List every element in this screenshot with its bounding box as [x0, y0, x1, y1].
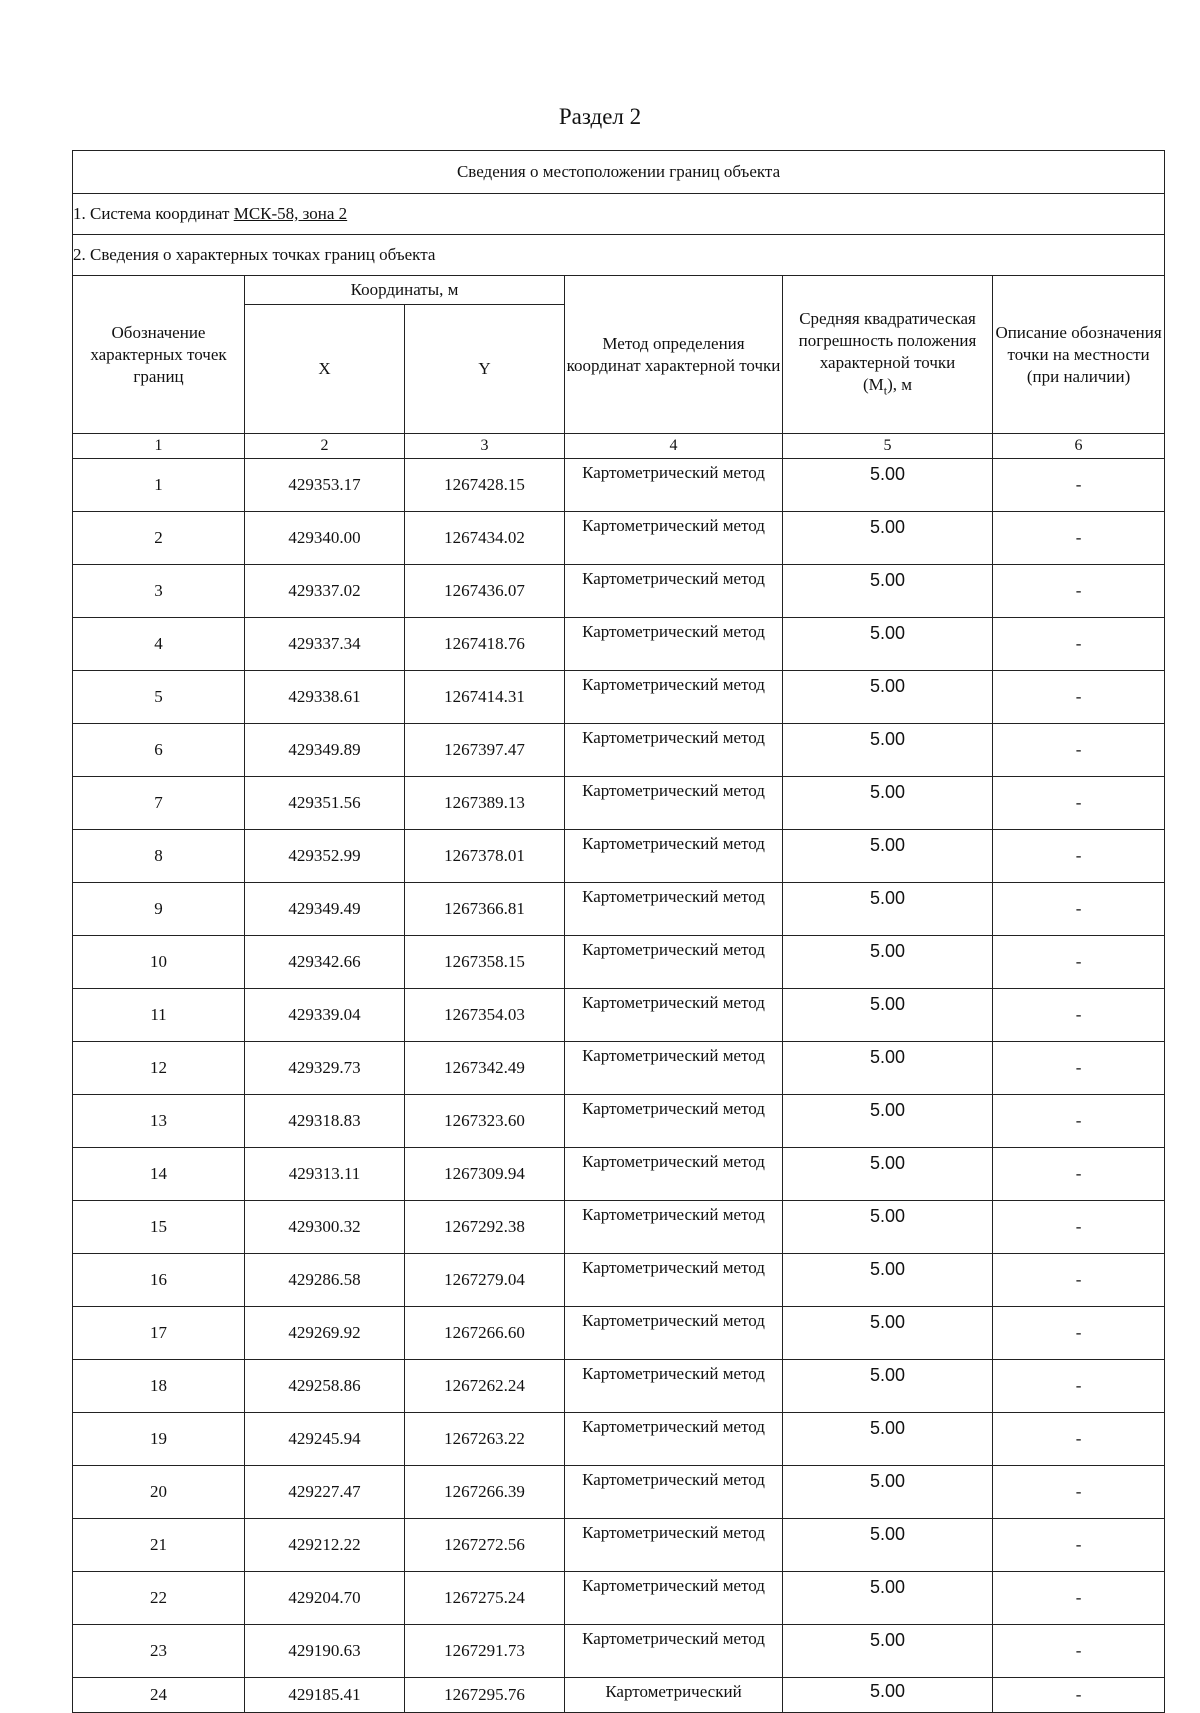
error-value: 5.00 — [783, 1625, 993, 1678]
coord-x: 429337.34 — [245, 618, 405, 671]
method-cell: Картометрический метод — [565, 671, 783, 724]
coord-y: 1267279.04 — [405, 1254, 565, 1307]
description-cell: - — [993, 777, 1165, 830]
coord-x: 429353.17 — [245, 459, 405, 512]
coord-y: 1267389.13 — [405, 777, 565, 830]
point-number: 23 — [73, 1625, 245, 1678]
section-title: Сведения о местоположении границ объекта — [73, 151, 1165, 194]
error-value: 5.00 — [783, 618, 993, 671]
coord-y: 1267272.56 — [405, 1519, 565, 1572]
coord-y: 1267428.15 — [405, 459, 565, 512]
method-cell: Картометрический метод — [565, 936, 783, 989]
error-value: 5.00 — [783, 777, 993, 830]
error-value: 5.00 — [783, 1360, 993, 1413]
table-row — [73, 565, 1165, 618]
error-value: 5.00 — [783, 989, 993, 1042]
error-value: 5.00 — [783, 565, 993, 618]
page-title: Раздел 2 — [558, 104, 642, 129]
table-row — [73, 1625, 1165, 1678]
method-cell: Картометрический метод — [565, 1519, 783, 1572]
column-number: 5 — [783, 434, 993, 459]
method-cell: Картометрический метод — [565, 1201, 783, 1254]
method-cell: Картометрический метод — [565, 883, 783, 936]
error-value: 5.00 — [783, 459, 993, 512]
description-cell: - — [993, 1095, 1165, 1148]
description-cell: - — [993, 1678, 1165, 1713]
coord-x: 429342.66 — [245, 936, 405, 989]
error-value: 5.00 — [783, 1201, 993, 1254]
description-cell: - — [993, 671, 1165, 724]
method-cell: Картометрический метод — [565, 512, 783, 565]
description-cell: - — [993, 1413, 1165, 1466]
error-value: 5.00 — [783, 1095, 993, 1148]
boundary-points-table — [72, 150, 1165, 1713]
error-value: 5.00 — [783, 1678, 993, 1713]
error-value: 5.00 — [783, 1148, 993, 1201]
points-heading: 2. Сведения о характерных точках границ объекта — [73, 235, 1165, 276]
header-error-open: (M — [862, 374, 884, 394]
coord-y: 1267366.81 — [405, 883, 565, 936]
coord-y: 1267342.49 — [405, 1042, 565, 1095]
description-cell: - — [993, 883, 1165, 936]
point-number: 18 — [73, 1360, 245, 1413]
coord-y: 1267323.60 — [405, 1095, 565, 1148]
method-cell: Картометрический метод — [565, 618, 783, 671]
coord-y: 1267292.38 — [405, 1201, 565, 1254]
description-cell: - — [993, 565, 1165, 618]
table-row — [73, 830, 1165, 883]
coord-y: 1267275.24 — [405, 1572, 565, 1625]
coord-x: 429337.02 — [245, 565, 405, 618]
coord-x: 429352.99 — [245, 830, 405, 883]
method-cell: Картометрический метод — [565, 777, 783, 830]
header-method: Метод определения координат характерной точки — [565, 276, 783, 434]
description-cell: - — [993, 1201, 1165, 1254]
description-cell: - — [993, 1254, 1165, 1307]
method-cell: Картометрический метод — [565, 1254, 783, 1307]
coord-y: 1267358.15 — [405, 936, 565, 989]
table-row — [73, 1201, 1165, 1254]
point-number: 1 — [73, 459, 245, 512]
point-number: 12 — [73, 1042, 245, 1095]
coord-y: 1267436.07 — [405, 565, 565, 618]
point-number: 21 — [73, 1519, 245, 1572]
point-number: 9 — [73, 883, 245, 936]
column-number: 4 — [565, 434, 783, 459]
error-value: 5.00 — [783, 1572, 993, 1625]
coord-y: 1267354.03 — [405, 989, 565, 1042]
coord-y: 1267295.76 — [405, 1678, 565, 1713]
header-x: X — [245, 305, 405, 434]
coord-x: 429245.94 — [245, 1413, 405, 1466]
error-value: 5.00 — [783, 1254, 993, 1307]
column-number: 2 — [245, 434, 405, 459]
table-row — [73, 1519, 1165, 1572]
method-cell: Картометрический метод — [565, 1042, 783, 1095]
description-cell: - — [993, 1466, 1165, 1519]
coord-system-prefix: 1. Система координат — [73, 204, 234, 223]
header-designation: Обозначение характерных точек границ — [73, 276, 245, 434]
error-value: 5.00 — [783, 512, 993, 565]
header-error — [783, 276, 993, 434]
coord-system-line — [73, 194, 1165, 235]
error-value: 5.00 — [783, 1519, 993, 1572]
point-number: 2 — [73, 512, 245, 565]
coord-y: 1267418.76 — [405, 618, 565, 671]
column-number: 6 — [993, 434, 1165, 459]
coord-y: 1267434.02 — [405, 512, 565, 565]
point-number: 13 — [73, 1095, 245, 1148]
table-row — [73, 1095, 1165, 1148]
point-number: 19 — [73, 1413, 245, 1466]
table-row — [73, 1042, 1165, 1095]
column-number: 1 — [73, 434, 245, 459]
point-number: 7 — [73, 777, 245, 830]
coord-x: 429212.22 — [245, 1519, 405, 1572]
method-cell: Картометрический метод — [565, 1466, 783, 1519]
description-cell: - — [993, 1625, 1165, 1678]
table-row — [73, 459, 1165, 512]
coord-x: 429340.00 — [245, 512, 405, 565]
description-cell: - — [993, 1519, 1165, 1572]
table-row — [73, 512, 1165, 565]
coord-x: 429286.58 — [245, 1254, 405, 1307]
coord-y: 1267266.39 — [405, 1466, 565, 1519]
method-cell: Картометрический метод — [565, 1413, 783, 1466]
coord-y: 1267266.60 — [405, 1307, 565, 1360]
description-cell: - — [993, 1042, 1165, 1095]
error-value: 5.00 — [783, 936, 993, 989]
table-row — [73, 1148, 1165, 1201]
coord-x: 429300.32 — [245, 1201, 405, 1254]
table-row — [73, 724, 1165, 777]
coord-x: 429318.83 — [245, 1095, 405, 1148]
point-number: 17 — [73, 1307, 245, 1360]
coord-x: 429349.89 — [245, 724, 405, 777]
point-number: 14 — [73, 1148, 245, 1201]
table-row — [73, 989, 1165, 1042]
coord-y: 1267263.22 — [405, 1413, 565, 1466]
method-cell: Картометрический метод — [565, 1307, 783, 1360]
coord-x: 429313.11 — [245, 1148, 405, 1201]
coord-y: 1267262.24 — [405, 1360, 565, 1413]
column-numbers-row — [73, 434, 1165, 459]
table-row — [73, 671, 1165, 724]
method-cell: Картометрический метод — [565, 1360, 783, 1413]
error-value: 5.00 — [783, 830, 993, 883]
description-cell: - — [993, 830, 1165, 883]
method-cell: Картометрический метод — [565, 1625, 783, 1678]
coord-y: 1267378.01 — [405, 830, 565, 883]
method-cell: Картометрический метод — [565, 989, 783, 1042]
header-y: Y — [405, 305, 565, 434]
table-row — [73, 1466, 1165, 1519]
point-number: 4 — [73, 618, 245, 671]
point-number: 16 — [73, 1254, 245, 1307]
coord-y: 1267309.94 — [405, 1148, 565, 1201]
table-row — [73, 618, 1165, 671]
description-cell: - — [993, 1307, 1165, 1360]
header-coords: Координаты, м — [245, 276, 565, 305]
coord-x: 429269.92 — [245, 1307, 405, 1360]
description-cell: - — [993, 1148, 1165, 1201]
description-cell: - — [993, 936, 1165, 989]
coord-x: 429329.73 — [245, 1042, 405, 1095]
coord-x: 429258.86 — [245, 1360, 405, 1413]
error-value: 5.00 — [783, 1042, 993, 1095]
header-error-main: Средняя квадратическая погрешность положения характерной точки — [798, 308, 977, 372]
method-cell: Картометрический метод — [565, 830, 783, 883]
error-value: 5.00 — [783, 883, 993, 936]
header-error-close: ), м — [887, 374, 913, 394]
method-cell: Картометрический метод — [565, 459, 783, 512]
table-row — [73, 1413, 1165, 1466]
description-cell: - — [993, 512, 1165, 565]
error-value: 5.00 — [783, 724, 993, 777]
table-row — [73, 936, 1165, 989]
error-value: 5.00 — [783, 1413, 993, 1466]
coord-y: 1267397.47 — [405, 724, 565, 777]
method-cell: Картометрический метод — [565, 565, 783, 618]
method-cell: Картометрический метод — [565, 724, 783, 777]
point-number: 22 — [73, 1572, 245, 1625]
coord-x: 429190.63 — [245, 1625, 405, 1678]
point-number: 3 — [73, 565, 245, 618]
point-number: 24 — [73, 1678, 245, 1713]
description-cell: - — [993, 989, 1165, 1042]
point-number: 5 — [73, 671, 245, 724]
error-value: 5.00 — [783, 671, 993, 724]
coord-x: 429351.56 — [245, 777, 405, 830]
error-value: 5.00 — [783, 1307, 993, 1360]
table-row — [73, 777, 1165, 830]
point-number: 6 — [73, 724, 245, 777]
coord-x: 429227.47 — [245, 1466, 405, 1519]
coord-x: 429185.41 — [245, 1678, 405, 1713]
header-description: Описание обозначения точки на местности (при наличии) — [993, 276, 1165, 434]
coord-x: 429204.70 — [245, 1572, 405, 1625]
point-number: 15 — [73, 1201, 245, 1254]
method-cell: Картометрический метод — [565, 1572, 783, 1625]
table-row — [73, 883, 1165, 936]
point-number: 8 — [73, 830, 245, 883]
table-row — [73, 1678, 1165, 1713]
column-number: 3 — [405, 434, 565, 459]
description-cell: - — [993, 724, 1165, 777]
table-row — [73, 1307, 1165, 1360]
description-cell: - — [993, 459, 1165, 512]
coord-x: 429339.04 — [245, 989, 405, 1042]
coord-system-value: МСК-58, зона 2 — [233, 204, 348, 223]
method-cell: Картометрический метод — [565, 1095, 783, 1148]
coord-y: 1267291.73 — [405, 1625, 565, 1678]
method-cell: Картометрический метод — [565, 1148, 783, 1201]
description-cell: - — [993, 1572, 1165, 1625]
point-number: 20 — [73, 1466, 245, 1519]
description-cell: - — [993, 1360, 1165, 1413]
coord-x: 429349.49 — [245, 883, 405, 936]
coord-x: 429338.61 — [245, 671, 405, 724]
error-value: 5.00 — [783, 1466, 993, 1519]
description-cell: - — [993, 618, 1165, 671]
table-row — [73, 1572, 1165, 1625]
table-row — [73, 1254, 1165, 1307]
point-number: 11 — [73, 989, 245, 1042]
point-number: 10 — [73, 936, 245, 989]
method-cell: Картометрический — [565, 1678, 783, 1713]
table-row — [73, 1360, 1165, 1413]
header-error-sub: t — [883, 383, 888, 398]
coord-y: 1267414.31 — [405, 671, 565, 724]
